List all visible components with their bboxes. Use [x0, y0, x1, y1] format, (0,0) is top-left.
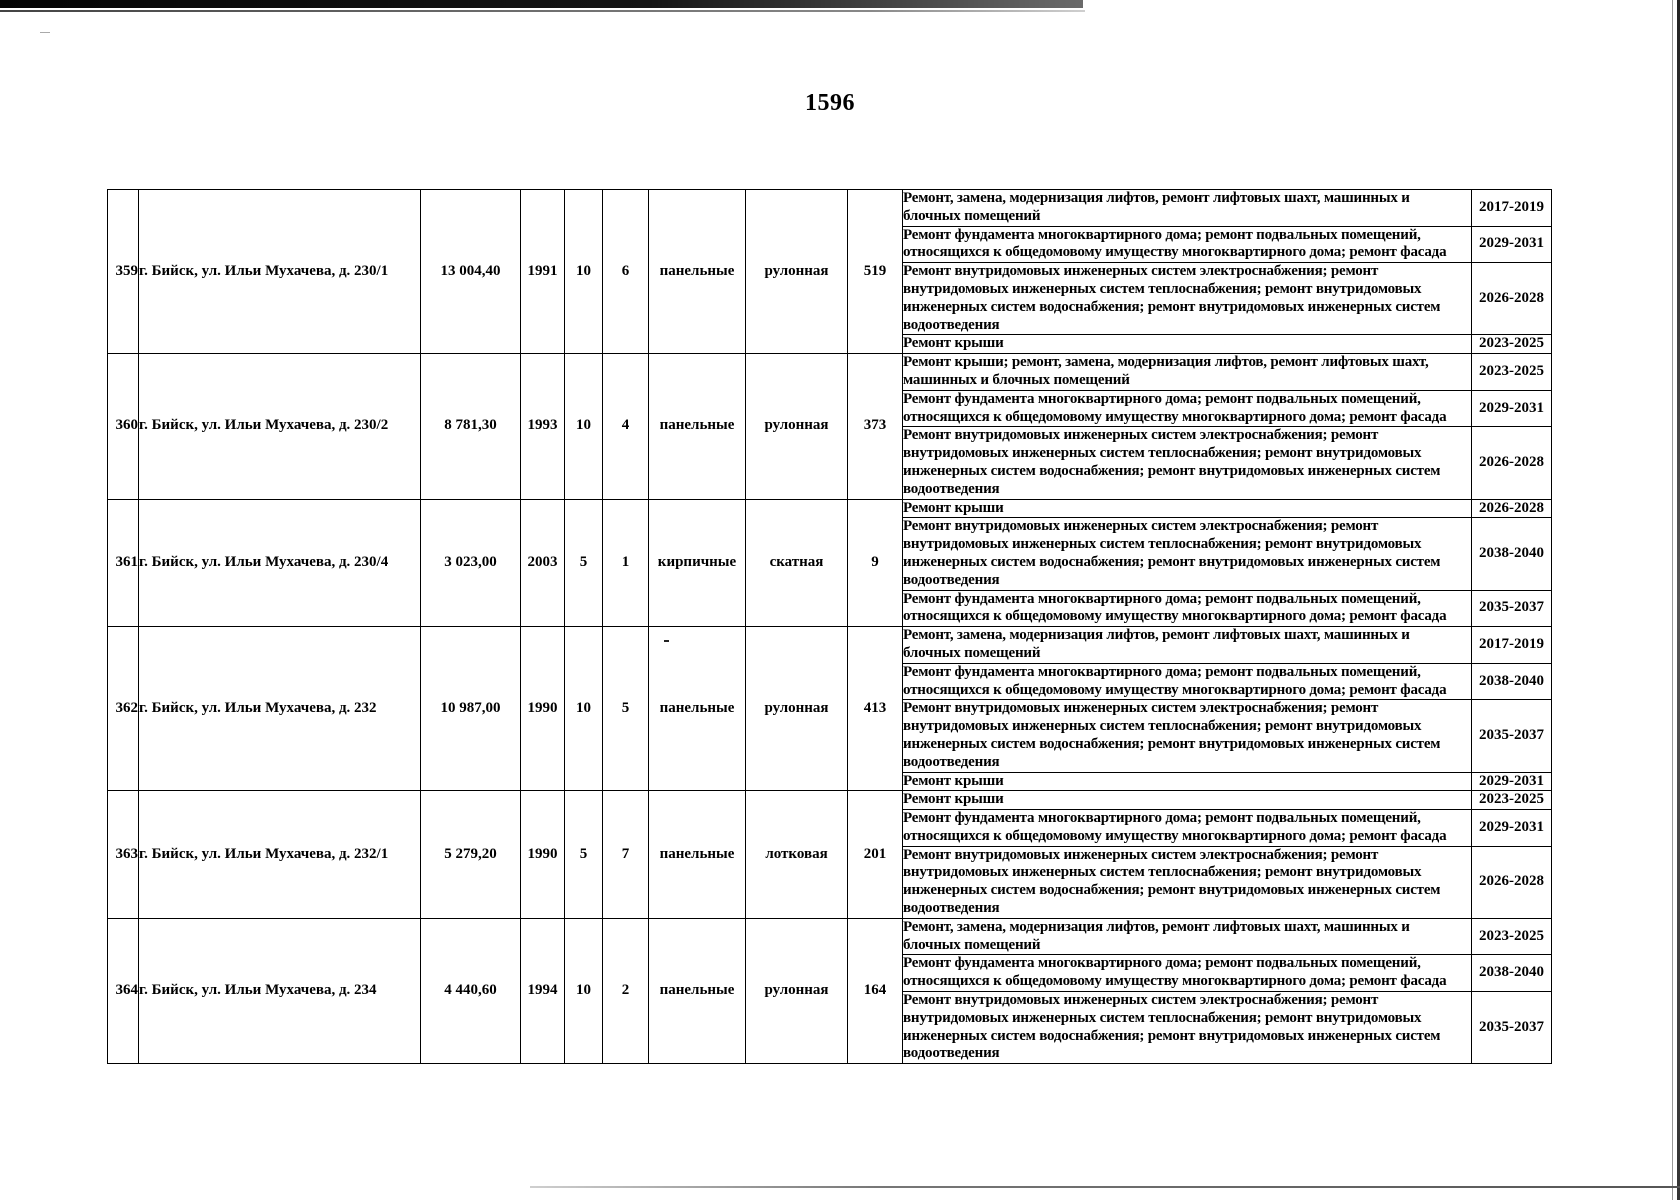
building-address: г. Бийск, ул. Ильи Мухачева, д. 232 [139, 627, 421, 791]
floor-count: 10 [565, 627, 603, 791]
repair-period: 2029-2031 [1472, 772, 1552, 791]
repair-work-line: инженерных систем водоснабжения; ремонт внутридомовых инженерных систем [903, 735, 1441, 752]
repair-work-line: относящихся к общедомовому имуществу многоквартирного дома; ремонт фасада [903, 244, 1447, 261]
repair-work-line: инженерных систем водоснабжения; ремонт внутридомовых инженерных систем [903, 1027, 1441, 1044]
repair-work-line: Ремонт внутридомовых инженерных систем электроснабжения; ремонт [903, 846, 1379, 863]
table-row [108, 354, 1552, 391]
commission-year: 1991 [521, 190, 565, 354]
commission-year: 1990 [521, 627, 565, 791]
entrance-count: 6 [603, 190, 649, 354]
table-row [108, 918, 1552, 955]
repair-work-line: Ремонт внутридомовых инженерных систем электроснабжения; ремонт [903, 427, 1379, 444]
repair-period: 2035-2037 [1472, 700, 1552, 772]
repair-work-line: Ремонт, замена, модернизация лифтов, ремонт лифтовых шахт, машинных и [903, 918, 1410, 935]
repair-work-line: Ремонт крыши; ремонт, замена, модернизация лифтов, ремонт лифтовых шахт, [903, 354, 1429, 371]
resident-count: 413 [848, 627, 903, 791]
repair-work-line: относящихся к общедомовому имуществу многоквартирного дома; ремонт фасада [903, 973, 1447, 990]
building-address: г. Бийск, ул. Ильи Мухачева, д. 232/1 [139, 791, 421, 919]
repair-work-description [903, 700, 1472, 772]
repair-work-line: относящихся к общедомовому имуществу многоквартирного дома; ремонт фасада [903, 608, 1447, 625]
building-address: г. Бийск, ул. Ильи Мухачева, д. 230/4 [139, 499, 421, 627]
repair-work-line: Ремонт внутридомовых инженерных систем электроснабжения; ремонт [903, 518, 1379, 535]
repair-work-line: Ремонт внутридомовых инженерных систем электроснабжения; ремонт [903, 700, 1379, 717]
roof-type: рулонная [746, 627, 848, 791]
building-address: г. Бийск, ул. Ильи Мухачева, д. 230/1 [139, 190, 421, 354]
wall-material: панельные [649, 791, 746, 919]
repair-work-line: водоотведения [903, 900, 1000, 917]
stray-mark [664, 640, 669, 642]
repair-work-line: Ремонт фундамента многоквартирного дома; ремонт подвальных помещений, [903, 955, 1421, 972]
repair-period: 2017-2019 [1472, 190, 1552, 227]
repair-period: 2035-2037 [1472, 992, 1552, 1064]
repair-work-line: относящихся к общедомовому имуществу многоквартирного дома; ремонт фасада [903, 681, 1447, 698]
roof-type: рулонная [746, 918, 848, 1063]
repair-work-line: Ремонт внутридомовых инженерных систем электроснабжения; ремонт [903, 263, 1379, 280]
resident-count: 519 [848, 190, 903, 354]
total-area: 4 440,60 [421, 918, 521, 1063]
repair-work-description [903, 226, 1472, 263]
repair-work-line: блочных помещений [903, 207, 1041, 224]
repair-work-line: Ремонт крыши [903, 772, 1004, 789]
row-number: 359 [108, 190, 139, 354]
repair-work-line: внутридомовых инженерных систем теплоснабжения; ремонт внутридомовых [903, 718, 1422, 735]
repair-period: 2026-2028 [1472, 846, 1552, 918]
wall-material: кирпичные [649, 499, 746, 627]
repair-period: 2038-2040 [1472, 955, 1552, 992]
resident-count: 164 [848, 918, 903, 1063]
commission-year: 1994 [521, 918, 565, 1063]
repair-work-description [903, 992, 1472, 1064]
entrance-count: 5 [603, 627, 649, 791]
entrance-count: 2 [603, 918, 649, 1063]
repair-period: 2023-2025 [1472, 335, 1552, 354]
repair-period: 2035-2037 [1472, 590, 1552, 627]
wall-material: панельные [649, 627, 746, 791]
repair-period: 2029-2031 [1472, 810, 1552, 847]
repair-work-line: внутридомовых инженерных систем теплоснабжения; ремонт внутридомовых [903, 1009, 1422, 1026]
repair-work-line: Ремонт крыши [903, 499, 1004, 516]
repair-work-line: Ремонт фундамента многоквартирного дома; ремонт подвальных помещений, [903, 226, 1421, 243]
repair-period: 2038-2040 [1472, 518, 1552, 590]
repair-work-description [903, 627, 1472, 664]
resident-count: 373 [848, 354, 903, 499]
repair-work-description [903, 335, 1472, 354]
repair-period: 2023-2025 [1472, 354, 1552, 391]
entrance-count: 1 [603, 499, 649, 627]
repair-work-line: инженерных систем водоснабжения; ремонт внутридомовых инженерных систем [903, 298, 1441, 315]
row-number: 360 [108, 354, 139, 499]
scan-edge-top [0, 0, 1083, 8]
repair-work-description [903, 772, 1472, 791]
repair-period: 2029-2031 [1472, 226, 1552, 263]
repair-work-line: Ремонт крыши [903, 335, 1004, 352]
wall-material: панельные [649, 354, 746, 499]
repair-work-line: водоотведения [903, 571, 1000, 588]
repair-work-line: относящихся к общедомовому имуществу многоквартирного дома; ремонт фасада [903, 408, 1447, 425]
repair-work-line: внутридомовых инженерных систем теплоснабжения; ремонт внутридомовых [903, 280, 1422, 297]
scan-speck [40, 32, 50, 33]
table-row [108, 499, 1552, 518]
commission-year: 1993 [521, 354, 565, 499]
repair-work-line: блочных помещений [903, 644, 1041, 661]
scan-edge-line [0, 10, 1085, 12]
building-address: г. Бийск, ул. Ильи Мухачева, д. 230/2 [139, 354, 421, 499]
housing-repair-table [107, 189, 1552, 1064]
repair-work-description [903, 846, 1472, 918]
table-row [108, 190, 1552, 227]
roof-type: скатная [746, 499, 848, 627]
repair-work-description [903, 263, 1472, 335]
building-address: г. Бийск, ул. Ильи Мухачева, д. 234 [139, 918, 421, 1063]
repair-period: 2017-2019 [1472, 627, 1552, 664]
repair-work-description [903, 810, 1472, 847]
wall-material: панельные [649, 918, 746, 1063]
commission-year: 1990 [521, 791, 565, 919]
repair-work-line: Ремонт фундамента многоквартирного дома; ремонт подвальных помещений, [903, 390, 1421, 407]
repair-period: 2026-2028 [1472, 499, 1552, 518]
wall-material: панельные [649, 190, 746, 354]
repair-work-description [903, 955, 1472, 992]
repair-work-description [903, 499, 1472, 518]
floor-count: 10 [565, 190, 603, 354]
floor-count: 5 [565, 791, 603, 919]
repair-period: 2038-2040 [1472, 663, 1552, 700]
repair-work-line: машинных и блочных помещений [903, 371, 1130, 388]
total-area: 3 023,00 [421, 499, 521, 627]
repair-work-line: Ремонт фундамента многоквартирного дома; ремонт подвальных помещений, [903, 663, 1421, 680]
repair-work-description [903, 663, 1472, 700]
total-area: 10 987,00 [421, 627, 521, 791]
repair-work-description [903, 918, 1472, 955]
floor-count: 5 [565, 499, 603, 627]
repair-work-line: Ремонт фундамента многоквартирного дома; ремонт подвальных помещений, [903, 810, 1421, 827]
repair-period: 2029-2031 [1472, 390, 1552, 427]
repair-work-line: инженерных систем водоснабжения; ремонт внутридомовых инженерных систем [903, 553, 1441, 570]
repair-work-line: водоотведения [903, 753, 1000, 770]
repair-work-line: внутридомовых инженерных систем теплоснабжения; ремонт внутридомовых [903, 445, 1422, 462]
roof-type: рулонная [746, 354, 848, 499]
repair-work-line: Ремонт, замена, модернизация лифтов, ремонт лифтовых шахт, машинных и [903, 627, 1410, 644]
repair-period: 2023-2025 [1472, 918, 1552, 955]
repair-work-line: Ремонт фундамента многоквартирного дома; ремонт подвальных помещений, [903, 590, 1421, 607]
repair-period: 2026-2028 [1472, 427, 1552, 499]
repair-work-description [903, 590, 1472, 627]
table-row [108, 627, 1552, 664]
total-area: 5 279,20 [421, 791, 521, 919]
row-number: 361 [108, 499, 139, 627]
repair-work-line: водоотведения [903, 480, 1000, 497]
floor-count: 10 [565, 918, 603, 1063]
entrance-count: 4 [603, 354, 649, 499]
repair-period: 2023-2025 [1472, 791, 1552, 810]
repair-work-line: Ремонт внутридомовых инженерных систем электроснабжения; ремонт [903, 992, 1379, 1009]
repair-work-description [903, 518, 1472, 590]
commission-year: 2003 [521, 499, 565, 627]
repair-period: 2026-2028 [1472, 263, 1552, 335]
row-number: 362 [108, 627, 139, 791]
repair-work-line: инженерных систем водоснабжения; ремонт внутридомовых инженерных систем [903, 462, 1441, 479]
repair-work-description [903, 390, 1472, 427]
scan-edge-bottom [530, 1186, 1680, 1188]
repair-work-line: внутридомовых инженерных систем теплоснабжения; ремонт внутридомовых [903, 536, 1422, 553]
repair-work-description [903, 354, 1472, 391]
repair-work-line: Ремонт крыши [903, 791, 1004, 808]
resident-count: 201 [848, 791, 903, 919]
repair-work-description [903, 791, 1472, 810]
repair-work-description [903, 190, 1472, 227]
repair-work-line: инженерных систем водоснабжения; ремонт внутридомовых инженерных систем [903, 882, 1441, 899]
repair-work-line: водоотведения [903, 316, 1000, 333]
repair-work-line: внутридомовых инженерных систем теплоснабжения; ремонт внутридомовых [903, 864, 1422, 881]
roof-type: лотковая [746, 791, 848, 919]
table-body [108, 190, 1552, 1064]
total-area: 13 004,40 [421, 190, 521, 354]
row-number: 364 [108, 918, 139, 1063]
repair-work-line: водоотведения [903, 1045, 1000, 1062]
repair-work-line: относящихся к общедомовому имуществу многоквартирного дома; ремонт фасада [903, 827, 1447, 844]
repair-work-line: блочных помещений [903, 936, 1041, 953]
page-number: 1596 [805, 90, 855, 116]
entrance-count: 7 [603, 791, 649, 919]
total-area: 8 781,30 [421, 354, 521, 499]
repair-work-description [903, 427, 1472, 499]
row-number: 363 [108, 791, 139, 919]
resident-count: 9 [848, 499, 903, 627]
floor-count: 10 [565, 354, 603, 499]
repair-work-line: Ремонт, замена, модернизация лифтов, ремонт лифтовых шахт, машинных и [903, 190, 1410, 206]
roof-type: рулонная [746, 190, 848, 354]
table-row [108, 791, 1552, 810]
scan-edge-right-line [1672, 0, 1673, 1200]
